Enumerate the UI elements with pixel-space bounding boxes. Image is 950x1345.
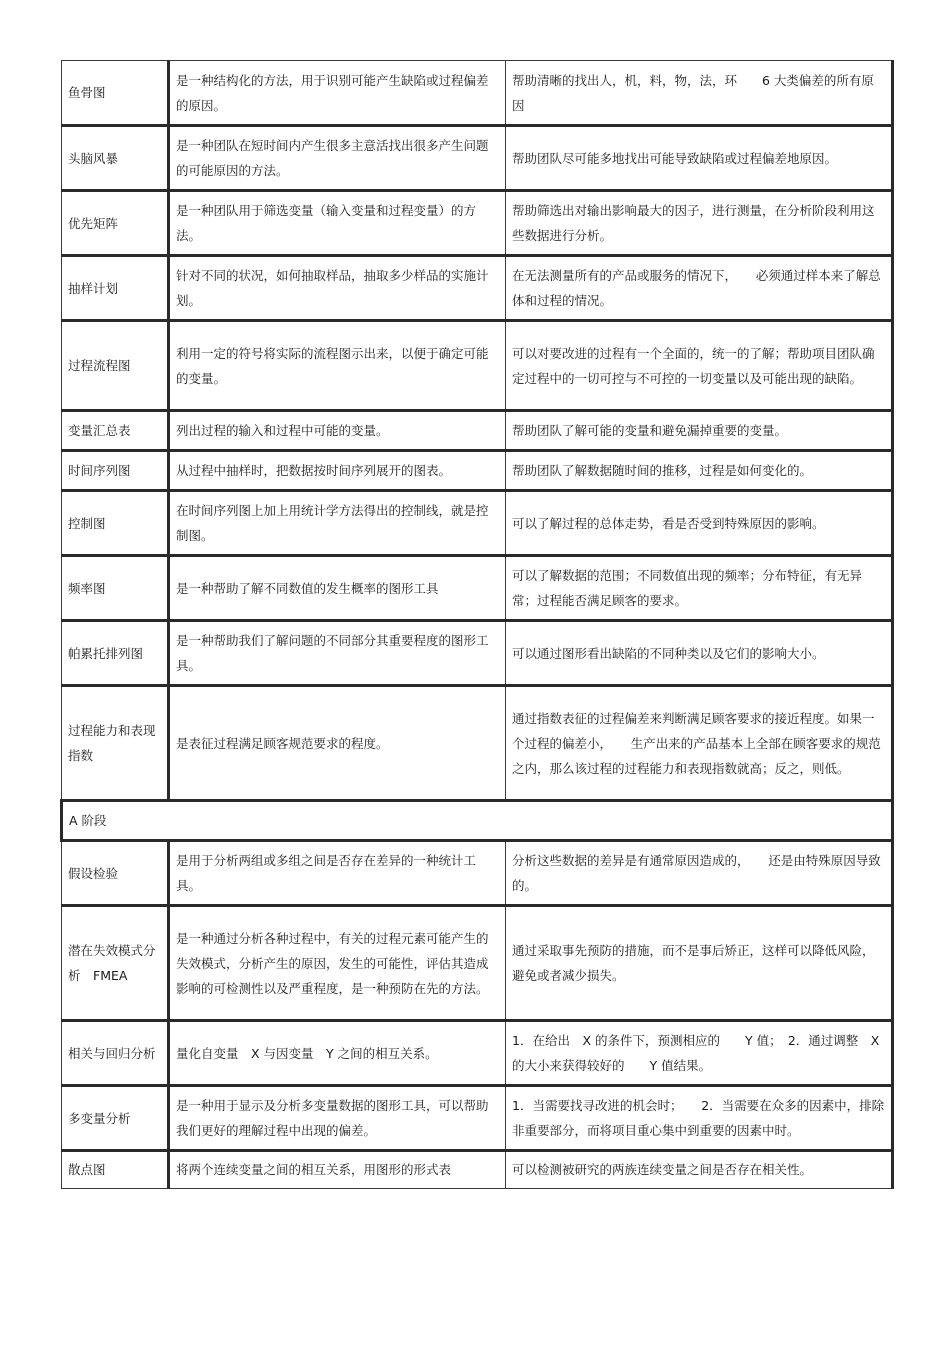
table-row — [62, 621, 893, 686]
tool-purpose: 在无法测量所有的产品或服务的情况下， 必须通过样本来了解总体和过程的情况。 — [506, 256, 893, 321]
tool-purpose: 帮助团队尽可能多地找出可能导致缺陷或过程偏差地原因。 — [506, 126, 893, 191]
tool-name: 帕累托排列图 — [62, 621, 169, 686]
tool-purpose: 通过指数表征的过程偏差来判断满足顾客要求的接近程度。如果一个过程的偏差小， 生产出来的产品基本上全部在顾客要求的规范之内，那么该过程的过程能力和表现指数就高；反之，则低。 — [506, 686, 893, 801]
tool-definition: 针对不同的状况，如何抽取样品，抽取多少样品的实施计划。 — [169, 256, 506, 321]
table-row — [62, 256, 893, 321]
tool-definition: 是一种帮助了解不同数值的发生概率的图形工具 — [169, 556, 506, 621]
tool-definition: 是一种团队在短时间内产生很多主意活找出很多产生问题的可能原因的方法。 — [169, 126, 506, 191]
tool-name: 多变量分析 — [62, 1086, 169, 1151]
tool-purpose: 1．当需要找寻改进的机会时； 2．当需要在众多的因素中，排除非重要部分，而将项目重心集中到重要的因素中时。 — [506, 1086, 893, 1151]
tool-purpose: 可以对要改进的过程有一个全面的，统一的了解；帮助项目团队确定过程中的一切可控与不可控的一切变量以及可能出现的缺陷。 — [506, 321, 893, 411]
tool-definition: 量化自变量 X 与因变量 Y 之间的相互关系。 — [169, 1021, 506, 1086]
tool-purpose: 可以通过图形看出缺陷的不同种类以及它们的影响大小。 — [506, 621, 893, 686]
tool-purpose: 帮助团队了解数据随时间的推移，过程是如何变化的。 — [506, 451, 893, 491]
tool-purpose: 可以了解数据的范围；不同数值出现的频率；分布特征，有无异常；过程能否满足顾客的要求。 — [506, 556, 893, 621]
tool-purpose: 帮助筛选出对输出影响最大的因子，进行测量，在分析阶段利用这些数据进行分析。 — [506, 191, 893, 256]
table-row — [62, 126, 893, 191]
table-row — [62, 906, 893, 1021]
tool-name: 频率图 — [62, 556, 169, 621]
document-page — [60, 60, 889, 1189]
tool-name: 控制图 — [62, 491, 169, 556]
tool-name: 变量汇总表 — [62, 411, 169, 451]
tool-definition: 是一种团队用于筛选变量（输入变量和过程变量）的方法。 — [169, 191, 506, 256]
table-row — [62, 411, 893, 451]
tool-name: 相关与回归分析 — [62, 1021, 169, 1086]
tool-name: 鱼骨图 — [62, 61, 169, 126]
tool-purpose: 可以检测被研究的两族连续变量之间是否存在相关性。 — [506, 1151, 893, 1189]
tool-purpose: 帮助清晰的找出人，机，料，物，法，环 6 大类偏差的所有原因 — [506, 61, 893, 126]
tool-definition: 是一种用于显示及分析多变量数据的图形工具，可以帮助我们更好的理解过程中出现的偏差。 — [169, 1086, 506, 1151]
tool-name: 过程能力和表现指数 — [62, 686, 169, 801]
tool-name: 过程流程图 — [62, 321, 169, 411]
tool-definition: 将两个连续变量之间的相互关系，用图形的形式表 — [169, 1151, 506, 1189]
tool-purpose: 通过采取事先预防的措施，而不是事后矫正，这样可以降低风险，避免或者减少损失。 — [506, 906, 893, 1021]
tool-definition: 从过程中抽样时，把数据按时间序列展开的图表。 — [169, 451, 506, 491]
tool-purpose: 1．在给出 X 的条件下，预测相应的 Y 值； 2．通过调整 X 的大小来获得较好的 Y 值结果。 — [506, 1021, 893, 1086]
tool-name: 散点图 — [62, 1151, 169, 1189]
table-row — [62, 841, 893, 906]
tool-definition: 在时间序列图上加上用统计学方法得出的控制线，就是控制图。 — [169, 491, 506, 556]
tool-name: 时间序列图 — [62, 451, 169, 491]
table-row — [62, 1086, 893, 1151]
tool-purpose: 分析这些数据的差异是有通常原因造成的， 还是由特殊原因导致的。 — [506, 841, 893, 906]
tools-table — [60, 60, 894, 1189]
table-row — [62, 1151, 893, 1189]
table-row — [62, 556, 893, 621]
tool-definition: 是用于分析两组或多组之间是否存在差异的一种统计工具。 — [169, 841, 506, 906]
tool-purpose: 帮助团队了解可能的变量和避免漏掉重要的变量。 — [506, 411, 893, 451]
tool-name: 潜在失效模式分析 FMEA — [62, 906, 169, 1021]
tool-name: 抽样计划 — [62, 256, 169, 321]
tool-definition: 是一种帮助我们了解问题的不同部分其重要程度的图形工具。 — [169, 621, 506, 686]
tool-purpose: 可以了解过程的总体走势，看是否受到特殊原因的影响。 — [506, 491, 893, 556]
tool-name: 假设检验 — [62, 841, 169, 906]
table-row — [62, 61, 893, 126]
section-title: A 阶段 — [62, 801, 893, 841]
tool-definition: 是一种结构化的方法，用于识别可能产生缺陷或过程偏差的原因。 — [169, 61, 506, 126]
table-row — [62, 686, 893, 801]
tool-name: 头脑风暴 — [62, 126, 169, 191]
table-row — [62, 191, 893, 256]
tool-definition: 列出过程的输入和过程中可能的变量。 — [169, 411, 506, 451]
tool-definition: 利用一定的符号将实际的流程图示出来，以便于确定可能的变量。 — [169, 321, 506, 411]
table-row — [62, 491, 893, 556]
tool-definition: 是表征过程满足顾客规范要求的程度。 — [169, 686, 506, 801]
table-row — [62, 321, 893, 411]
tool-definition: 是一种通过分析各种过程中，有关的过程元素可能产生的失效模式，分析产生的原因，发生的可能性，评估其造成影响的可检测性以及严重程度，是一种预防在先的方法。 — [169, 906, 506, 1021]
table-row — [62, 451, 893, 491]
table-row — [62, 1021, 893, 1086]
section-row — [62, 801, 893, 841]
tool-name: 优先矩阵 — [62, 191, 169, 256]
